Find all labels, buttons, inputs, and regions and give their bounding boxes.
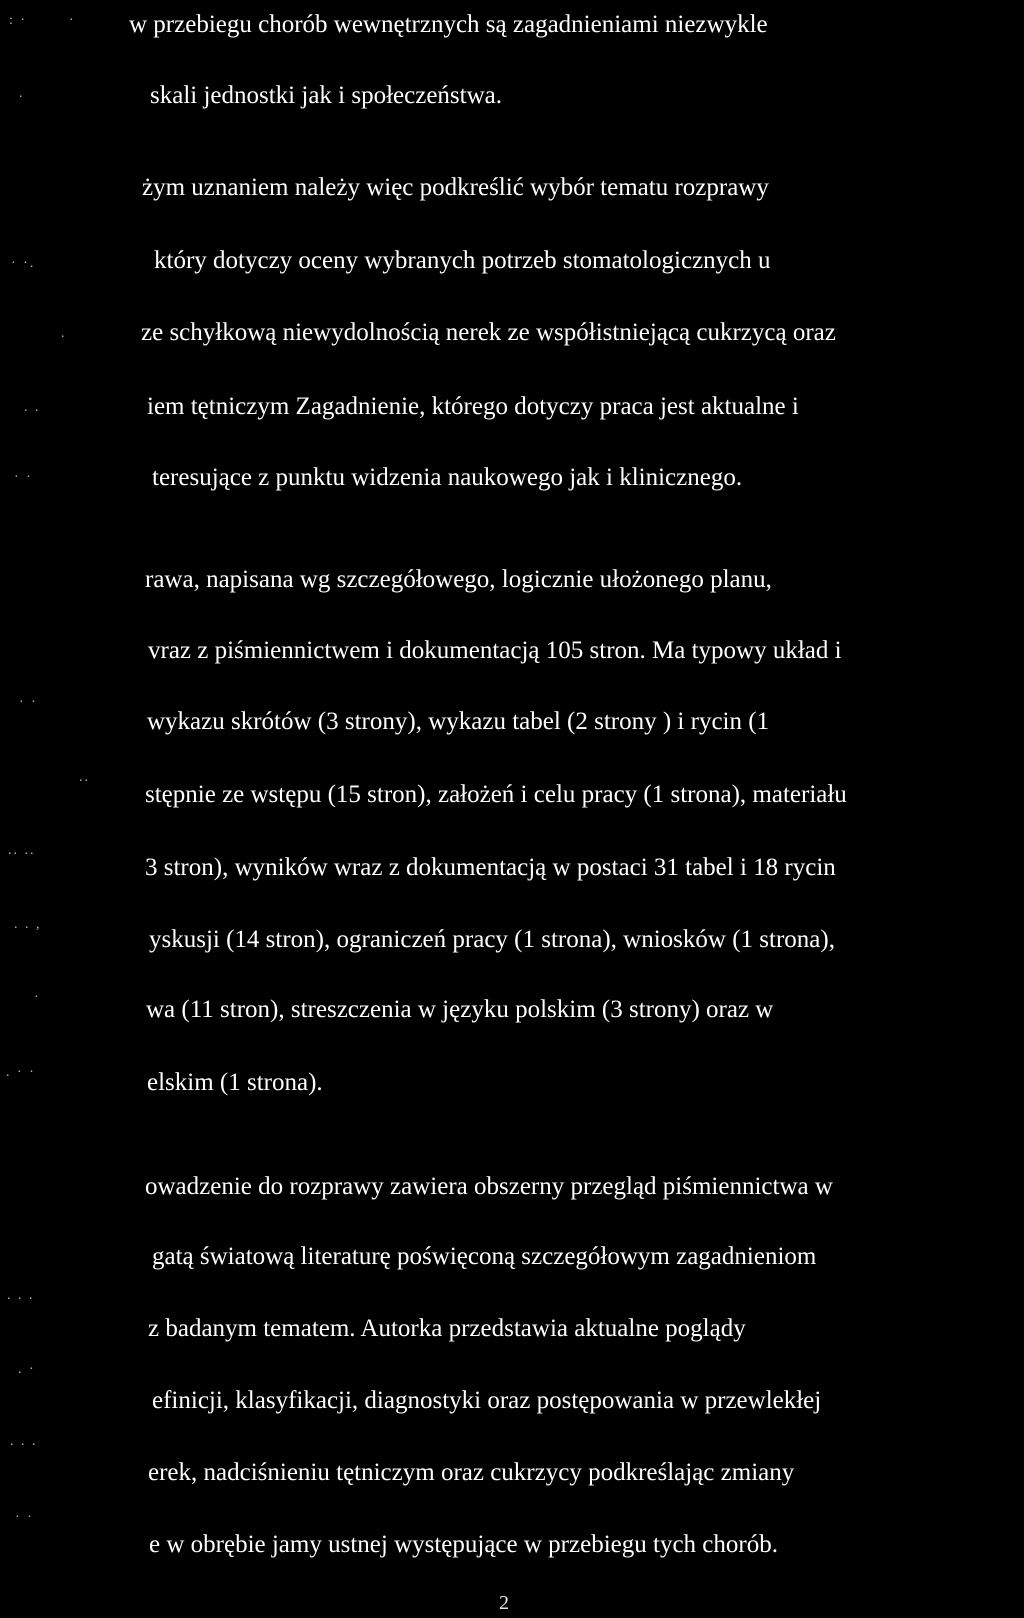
document-line-6: iem tętniczym Zagadnienie, którego dotyczy praca jest aktualne i	[147, 393, 799, 420]
document-line-19: efinicji, klasyfikacji, diagnostyki oraz postępowania w przewlekłej	[152, 1387, 822, 1414]
document-line-9: vraz z piśmiennictwem i dokumentacją 105 stron. Ma typowy układ i	[148, 637, 842, 664]
document-line-16: owadzenie do rozprawy zawiera obszerny przegląd piśmiennictwa w	[145, 1173, 833, 1200]
cropped-left-fragment: ·	[34, 990, 41, 1005]
document-line-21: e w obrębie jamy ustnej występujące w przebiegu tych chorób.	[149, 1531, 778, 1558]
cropped-left-fragment: .	[61, 326, 67, 341]
document-line-13: yskusji (14 stron), ograniczeń pracy (1 strona), wniosków (1 strona),	[149, 926, 835, 953]
document-line-7: teresujące z punktu widzenia naukowego jak i klinicznego.	[152, 464, 743, 491]
document-line-4: który dotyczy oceny wybranych potrzeb stomatologicznych u	[154, 247, 771, 274]
cropped-left-fragment: . . .	[10, 1434, 38, 1449]
cropped-left-fragment: .	[19, 86, 25, 101]
cropped-left-fragment: · ·	[14, 470, 33, 485]
document-line-5: ze schyłkową niewydolnością nerek ze współistniejącą cukrzycą oraz	[141, 319, 836, 346]
document-line-8: rawa, napisana wg szczegółowego, logicznie ułożonego planu,	[145, 566, 772, 593]
document-line-11: stępnie ze wstępu (15 stron), założeń i celu pracy (1 strona), materiału	[145, 781, 847, 808]
document-line-18: z badanym tematem. Autorka przedstawia aktualne poglądy	[148, 1315, 746, 1342]
cropped-left-fragment: ..	[79, 770, 90, 785]
cropped-left-fragment: . ·	[18, 1362, 36, 1377]
cropped-left-fragment: : ·	[9, 13, 28, 28]
document-line-17: gatą światową literaturę poświęconą szczegółowym zagadnieniom	[152, 1243, 817, 1270]
cropped-left-fragment: .. ..	[8, 843, 36, 858]
cropped-left-fragment: · ·	[15, 1510, 34, 1525]
cropped-left-fragment: · ·	[19, 695, 38, 710]
document-line-15: elskim (1 strona).	[147, 1069, 323, 1096]
document-line-3: żym uznaniem należy więc podkreślić wybór tematu rozprawy	[142, 174, 769, 201]
cropped-left-fragment: . · ·	[6, 1065, 36, 1080]
cropped-left-fragment: . . .	[7, 1288, 35, 1303]
cropped-left-fragment: . .	[24, 400, 41, 415]
document-line-20: erek, nadciśnieniu tętniczym oraz cukrzycy podkreślając zmiany	[148, 1459, 795, 1486]
page-number: 2	[499, 1592, 509, 1614]
document-line-1: w przebiegu chorób wewnętrznych są zagadnieniami niezwykle	[129, 11, 768, 38]
cropped-left-fragment: · ·.	[11, 256, 36, 271]
cropped-left-fragment: . . ,	[14, 917, 42, 932]
document-line-10: wykazu skrótów (3 strony), wykazu tabel (2 strony ) i rycin (1	[147, 708, 770, 735]
cropped-left-fragment: ·	[69, 13, 76, 28]
document-line-14: wa (11 stron), streszczenia w języku polskim (3 strony) oraz w	[146, 996, 774, 1023]
document-line-12: 3 stron), wyników wraz z dokumentacją w postaci 31 tabel i 18 rycin	[145, 854, 836, 881]
document-line-2: skali jednostki jak i społeczeństwa.	[150, 82, 503, 109]
